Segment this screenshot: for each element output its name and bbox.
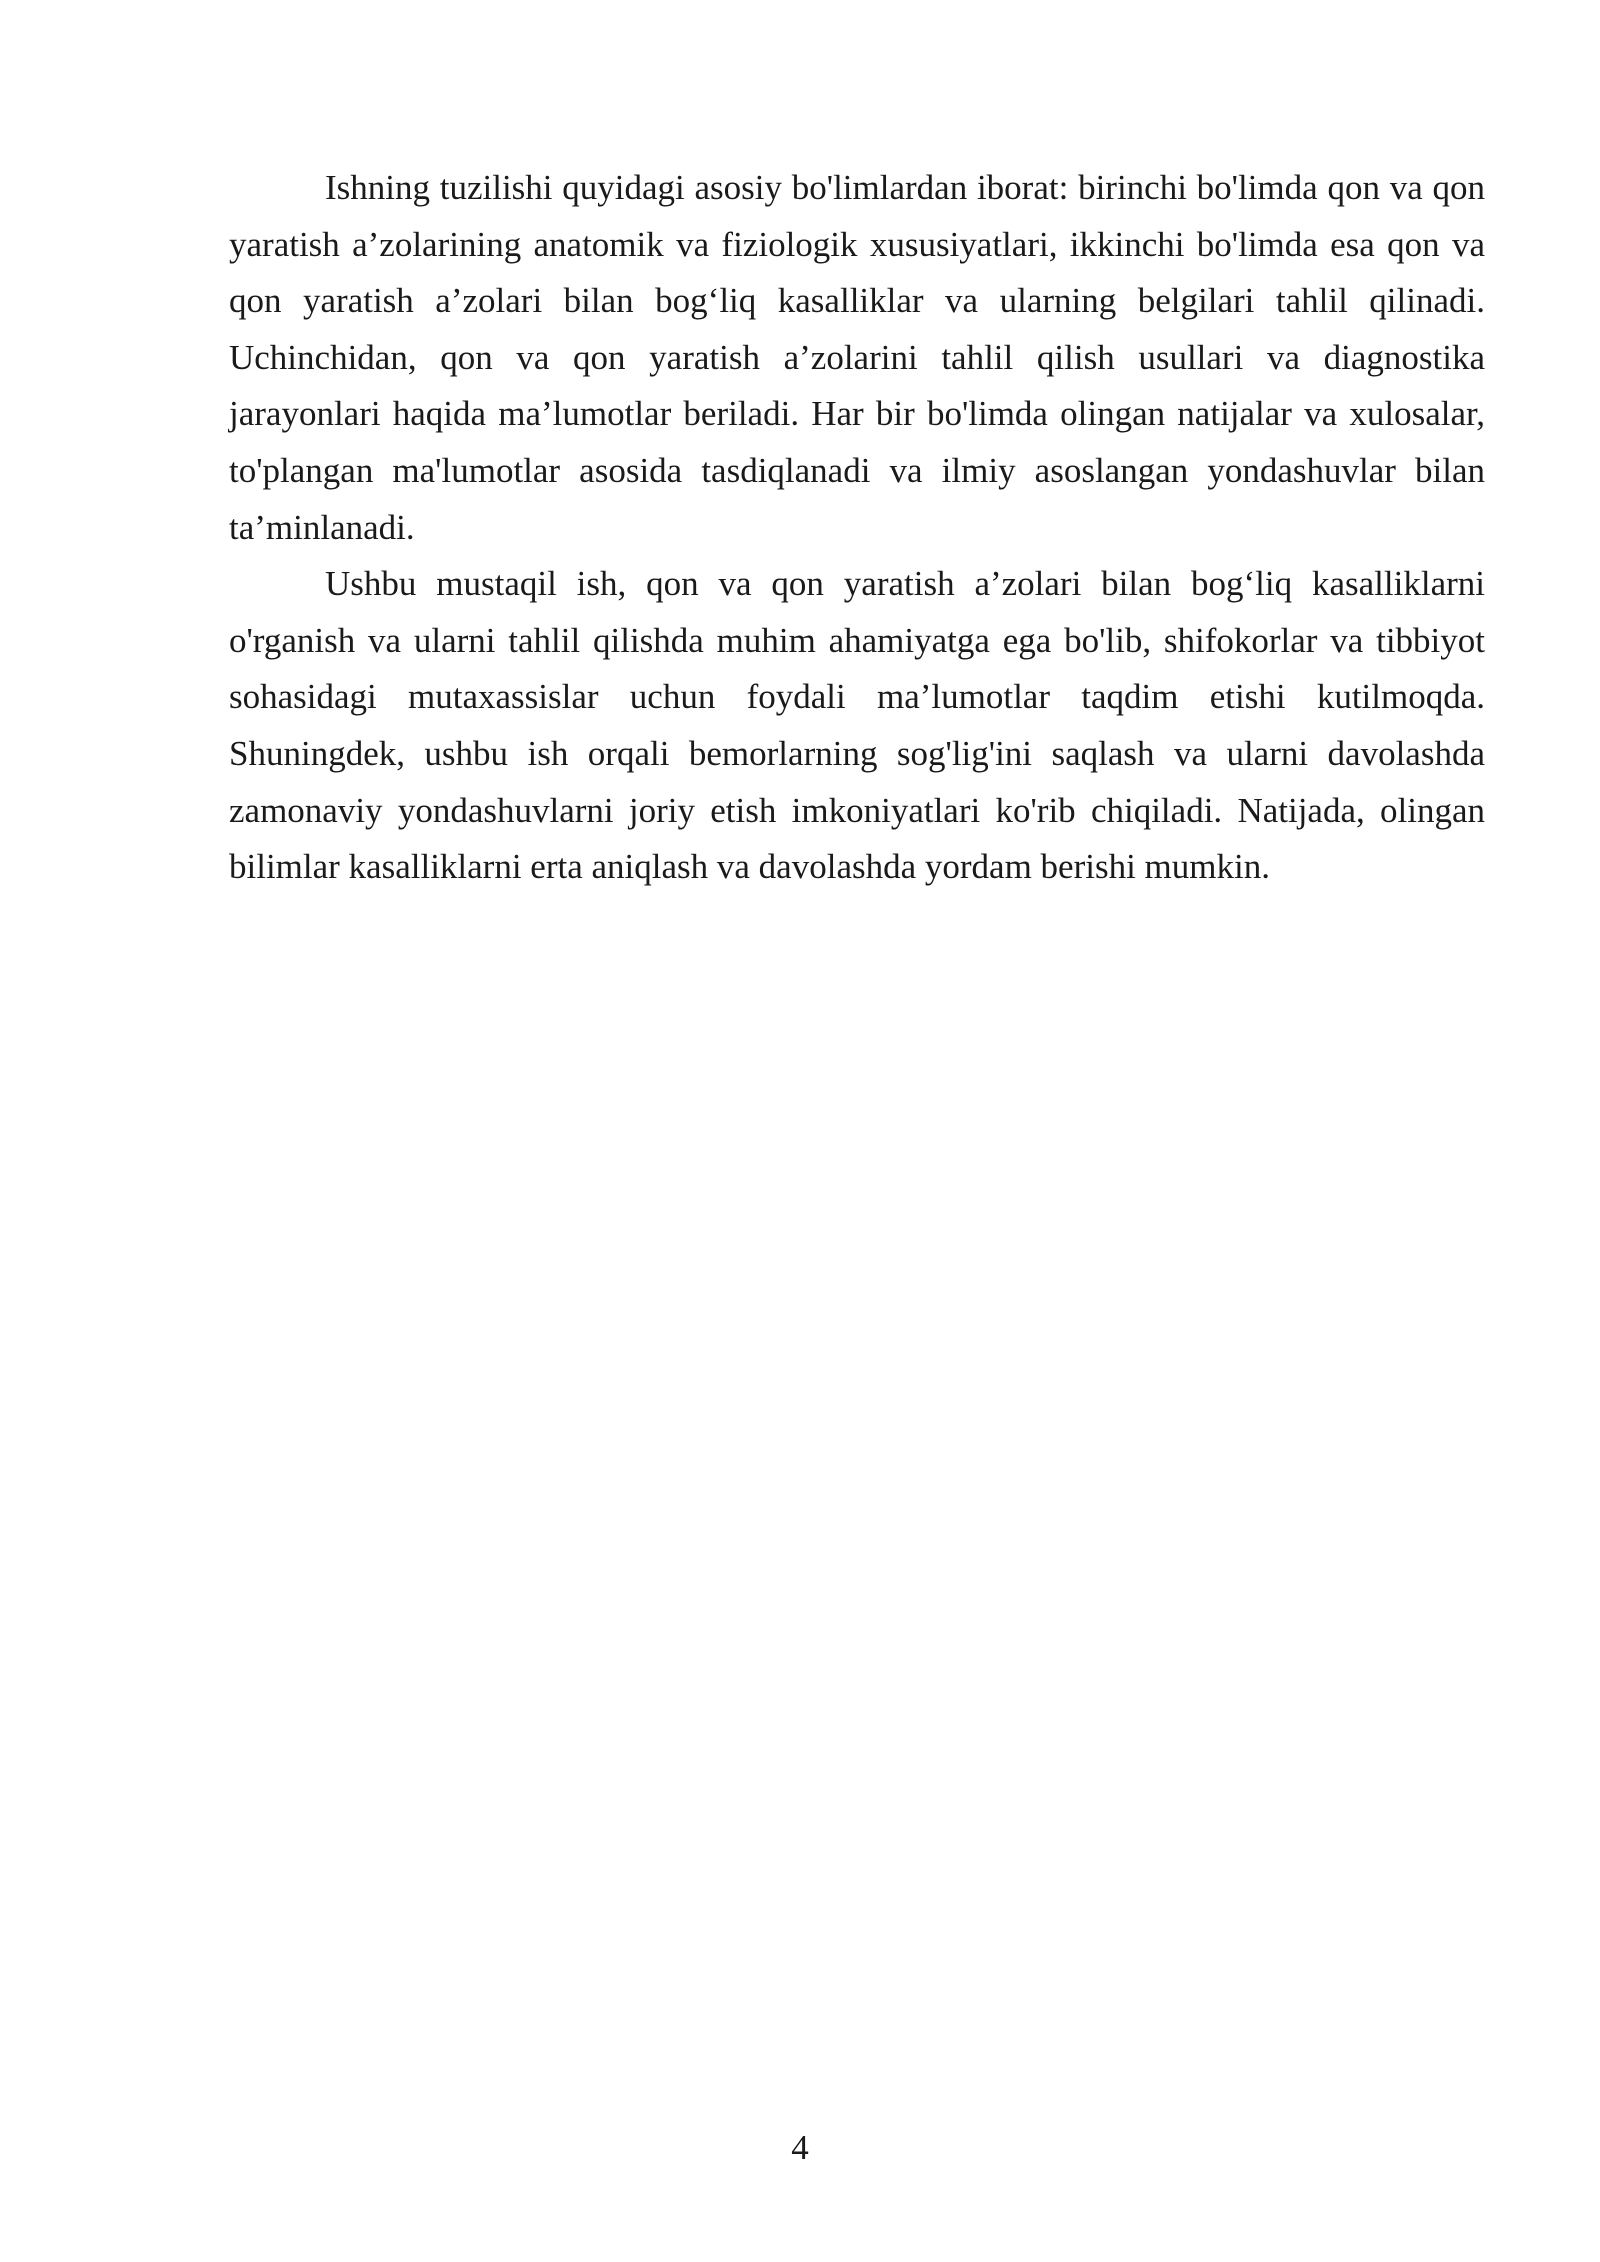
body-text xyxy=(229,160,1485,896)
paragraph-structure: Ishning tuzilishi quyidagi asosiy bo'limlardan iborat: birinchi bo'limda qon va qon yaratish a’zolarining anatomik va fiziologik xususiyatlari, ikkinchi bo'limda esa qon va qon yaratish a’zolari bilan bog‘liq kasalliklar va ularning belgilari tahlil qilinadi. Uchinchidan, qon va qon yaratish a’zolarini tahlil qilish usullari va diagnostika jarayonlari haqida ma’lumotlar beriladi. Har bir bo'limda olingan natijalar va xulosalar, to'plangan ma'lumotlar asosida tasdiqlanadi va ilmiy asoslangan yondashuvlar bilan ta’minlanadi. xyxy=(229,168,1485,547)
page-number: 4 xyxy=(791,2128,809,2167)
paragraph-significance: Ushbu mustaqil ish, qon va qon yaratish a’zolari bilan bog‘liq kasalliklarni o'rganish va ularni tahlil qilishda muhim ahamiyatga ega bo'lib, shifokorlar va tibbiyot sohasidagi mutaxassislar uchun foydali ma’lumotlar taqdim etishi kutilmoqda. Shuningdek, ushbu ish orqali bemorlarning sog'lig'ini saqlash va ularni davolashda zamonaviy yondashuvlarni joriy etish imkoniyatlari ko'rib chiqiladi. Natijada, olingan bilimlar kasalliklarni erta aniqlash va davolashda yordam berishi mumkin. xyxy=(229,564,1485,887)
